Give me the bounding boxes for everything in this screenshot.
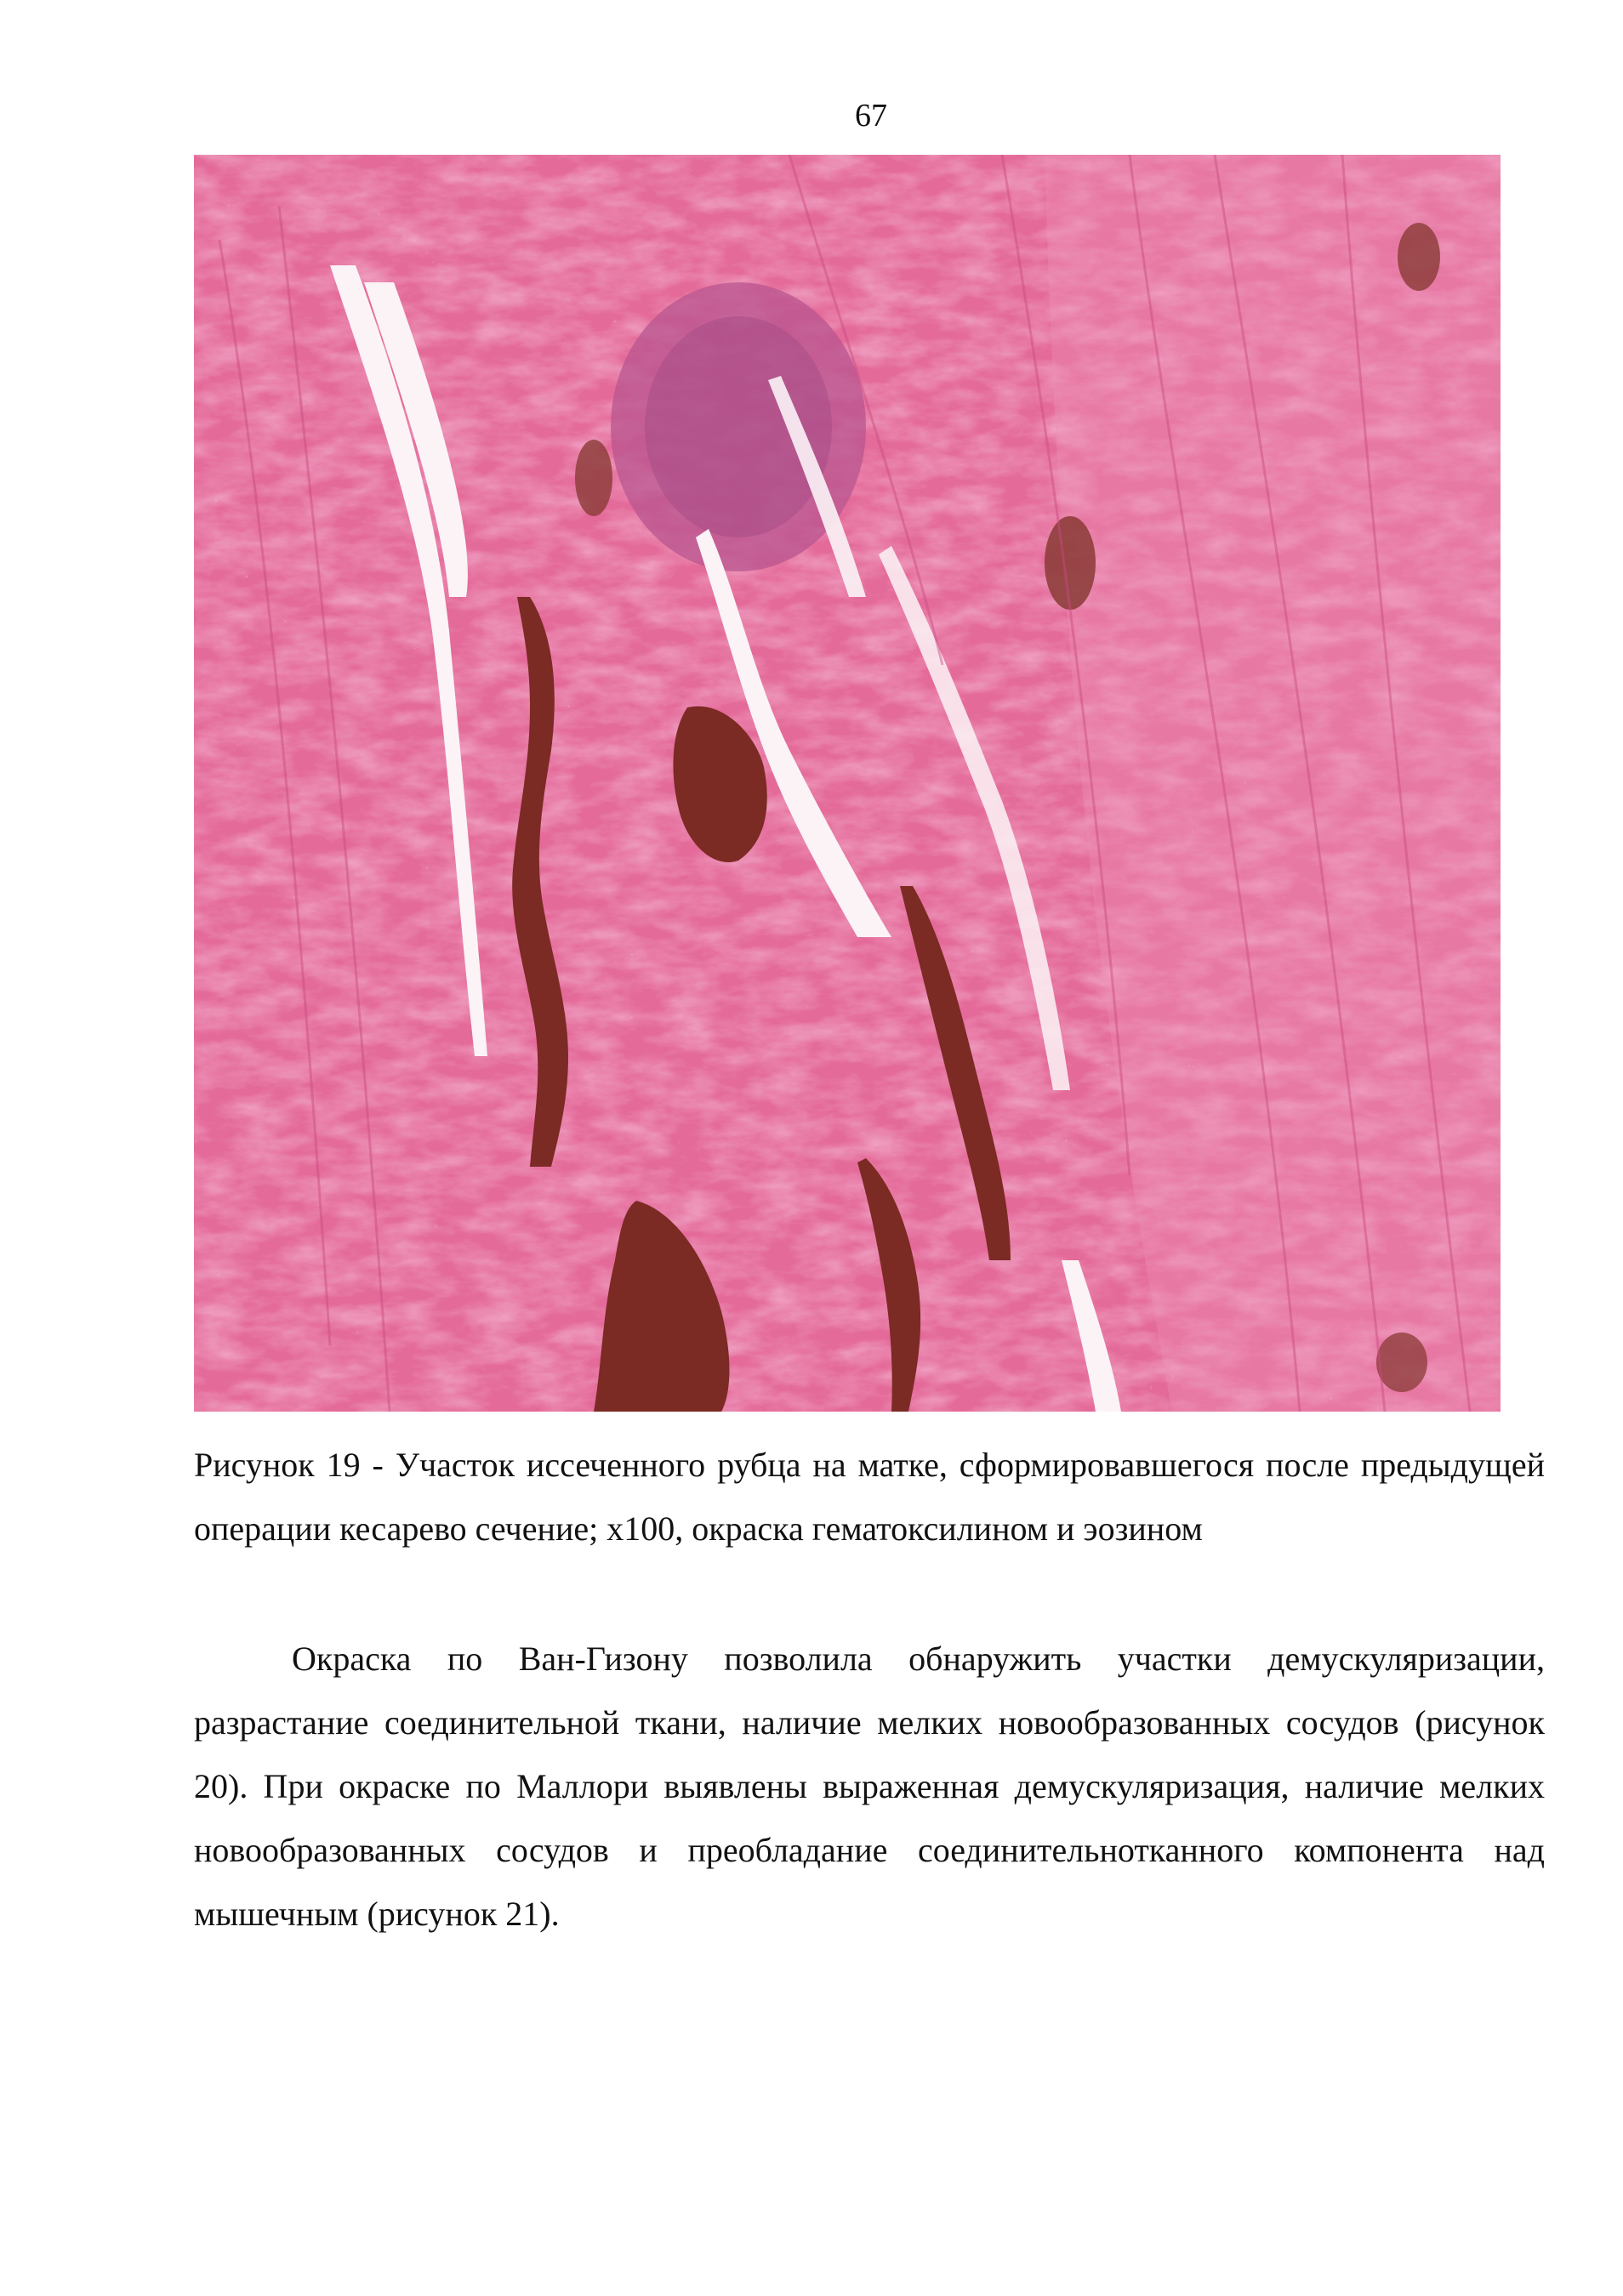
body-paragraph: Окраска по Ван-Гизону позволила обнаружить участки демускуляризации, разрастание соединительной ткани, наличие мелких новообразованных сосудов (рисунок 20). При окраске по Маллори выявлены выраженная демускуляризация, наличие мелких новообразованных сосудов и преобладание соединительнотканного компонента над мышечным (рисунок 21). bbox=[194, 1640, 1545, 1933]
histology-micrograph bbox=[194, 155, 1501, 1412]
figure-caption: Рисунок 19 - Участок иссеченного рубца на матке, сформировавшегося после предыдущей операции кесарево сечение; х100, окраска гематоксилином и эозином bbox=[194, 1446, 1545, 1548]
body-text bbox=[194, 1627, 1545, 1946]
page-number: 67 bbox=[855, 98, 887, 134]
histology-figure bbox=[194, 155, 1501, 1412]
